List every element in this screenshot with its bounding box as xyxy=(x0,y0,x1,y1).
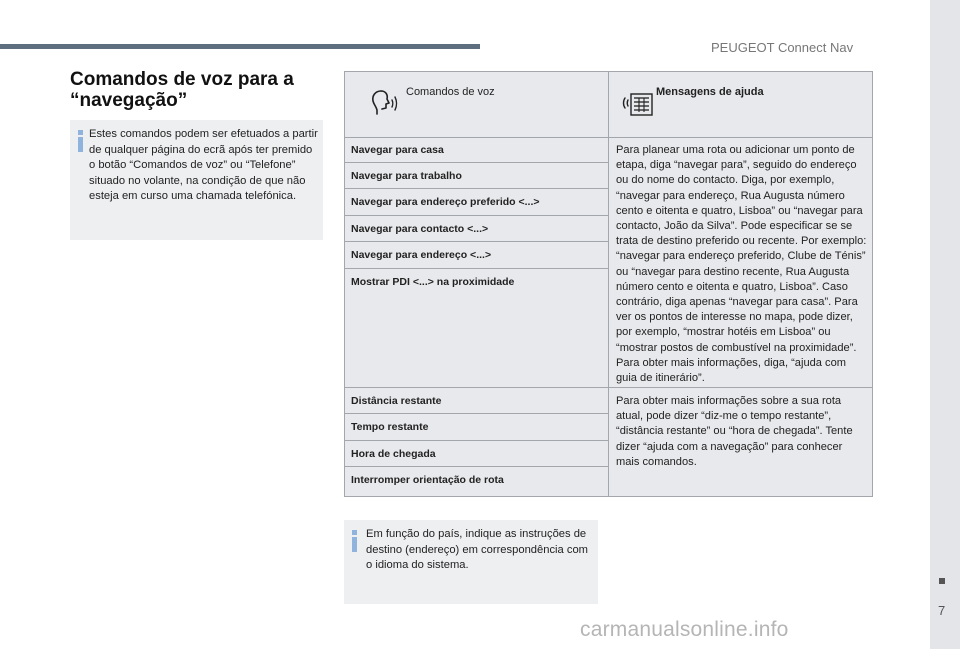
command-text: Mostrar PDI <...> na proximidade xyxy=(351,276,515,288)
brand-title: PEUGEOT Connect Nav xyxy=(711,40,854,55)
page-number: 7 xyxy=(938,603,946,618)
col-help-label: Mensagens de ajuda xyxy=(656,86,764,98)
table-row xyxy=(345,441,608,467)
col-commands-label: Comandos de voz xyxy=(406,86,495,98)
table-row xyxy=(345,163,608,189)
header-cell-commands xyxy=(345,72,608,137)
page-title xyxy=(70,69,320,111)
watermark: carmanualsonline.info xyxy=(580,618,789,641)
command-text: Navegar para endereço preferido <...> xyxy=(351,196,540,208)
info-icon xyxy=(352,530,357,552)
table-row xyxy=(345,137,608,163)
help-messages-icon xyxy=(620,84,654,118)
command-group-route xyxy=(345,137,872,388)
page-title-line1: Comandos de voz para a xyxy=(70,69,294,90)
info-note-text: Estes comandos podem ser efetuados a partir de qualquer página do ecrã após ter premido o botão “Comandos de voz” ou “Telefone” situado no volante, na condição de que não esteja em curso uma chamada telefónica. xyxy=(89,128,318,202)
command-text: Distância restante xyxy=(351,395,442,407)
header-rule xyxy=(0,44,480,49)
command-text: Tempo restante xyxy=(351,421,429,433)
command-text: Navegar para contacto <...> xyxy=(351,223,489,235)
command-text: Hora de chegada xyxy=(351,448,436,460)
info-note-text: Em função do país, indique as instruções de destino (endereço) em correspondência com o idioma do sistema. xyxy=(366,528,589,571)
table-row xyxy=(345,189,608,216)
help-message: Para obter mais informações sobre a sua rota atual, pode dizer “diz-me o tempo restante”, “distância restante” ou “hora de chegada”. Tente dizer “ajuda com a navegação” para conhecer mais comandos. xyxy=(616,395,853,468)
voice-command-icon xyxy=(367,84,401,118)
header-cell-help xyxy=(609,72,872,137)
command-text: Navegar para trabalho xyxy=(351,170,462,182)
info-note-bottom xyxy=(344,520,598,604)
continued-marker-icon xyxy=(939,578,945,584)
table-row xyxy=(345,269,608,387)
table-row xyxy=(345,216,608,242)
command-group-info xyxy=(345,388,872,496)
table-row xyxy=(345,467,608,496)
help-message: Para planear uma rota ou adicionar um ponto de etapa, diga “navegar para”, seguido do endereço ou do nome do contacto. Diga, por exemplo, “navegar para endereço, Rua Augusta número cento e oitenta e quatro, Lisboa” ou “navegar para contacto, João da Silva”. Pode especificar se se trata de destino preferido ou recente. Por exemplo: “navegar para endereço preferido, Clube de Ténis” ou “navegar para destino recente, Rua Augusta número cento e oitenta e quatro, Lisboa”. Caso contrário, diga apenas “navegar para casa”. Para ver os pontos de interesse no mapa, pode dizer, por exemplo, “mostrar hotéis em Lisboa” ou “mostrar postos de combustível na proximidade”. Para obter mais informações, diga, “ajuda com guia de itinerário”. xyxy=(616,144,867,385)
page-title-line2: “navegação” xyxy=(70,90,188,111)
voice-commands-table xyxy=(344,71,873,497)
info-note-top xyxy=(70,120,323,240)
table-header xyxy=(345,72,872,138)
side-strip xyxy=(930,0,960,649)
table-row xyxy=(345,414,608,441)
table-row xyxy=(345,388,608,414)
command-text: Navegar para endereço <...> xyxy=(351,249,492,261)
info-icon xyxy=(78,130,83,152)
command-text: Interromper orientação de rota xyxy=(351,474,504,486)
table-row xyxy=(345,242,608,269)
command-text: Navegar para casa xyxy=(351,144,444,156)
